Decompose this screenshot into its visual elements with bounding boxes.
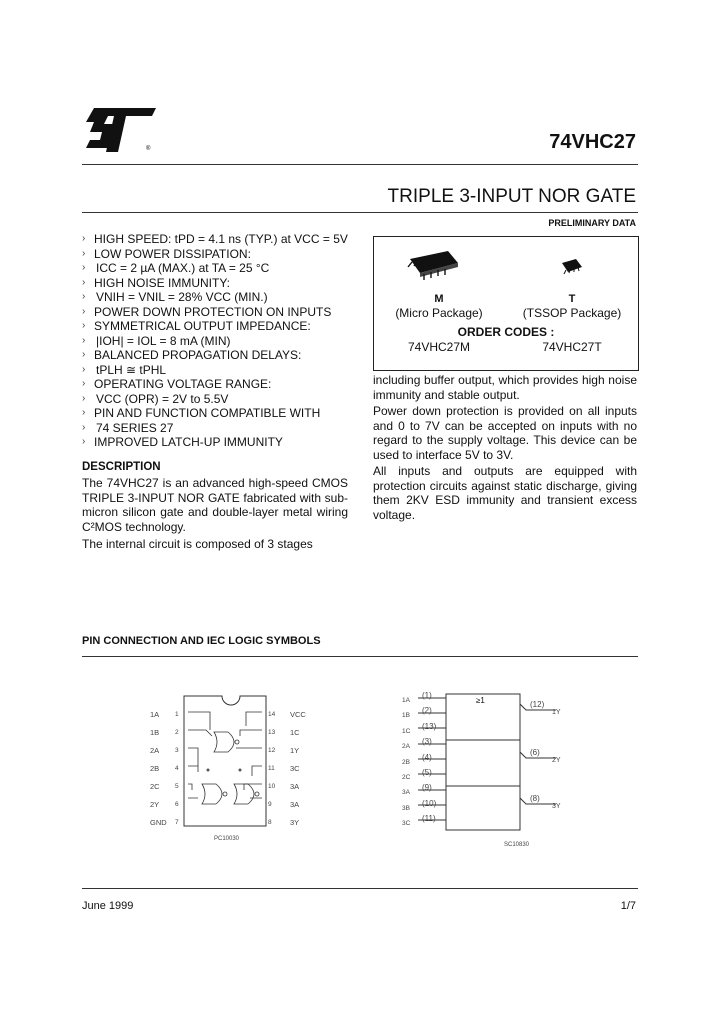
iec-input-label: 3A <box>402 789 410 797</box>
iec-input-label: 2B <box>402 758 410 766</box>
feature-item: › ICC = 2 µA (MAX.) at TA = 25 °C <box>82 261 362 276</box>
footer-date: June 1999 <box>82 900 134 912</box>
order-code-t: 74VHC27T <box>542 340 602 354</box>
feature-item: › OPERATING VOLTAGE RANGE: <box>82 377 362 392</box>
feature-item: › HIGH NOISE IMMUNITY: <box>82 276 362 291</box>
pin-number: 4 <box>175 765 179 772</box>
iec-pin-number: (11) <box>422 814 436 824</box>
iec-pin-number: (9) <box>422 783 432 793</box>
order-code-m: 74VHC27M <box>407 340 471 354</box>
pin-label: 3A <box>290 782 300 791</box>
t-letter: T <box>568 293 576 305</box>
iec-output-label: 1Y <box>552 709 561 716</box>
iec-pin-number: (10) <box>422 798 437 808</box>
header-rule <box>82 164 638 165</box>
description-left <box>82 476 348 553</box>
iec-symbol <box>400 686 580 856</box>
iec-input-label: 3C <box>402 820 411 828</box>
description-right <box>373 373 637 523</box>
iec-input-label: 1C <box>402 727 411 735</box>
dip-code-label: PC10030 <box>214 836 240 842</box>
iec-input-label: 2C <box>402 774 411 782</box>
iec-input-label: 1A <box>402 697 410 704</box>
package-box <box>373 236 639 371</box>
iec-function-symbol: ≥1 <box>476 696 485 705</box>
pin-label: GND <box>150 818 167 827</box>
iec-output-pin: (8) <box>530 794 540 803</box>
iec-output-pin: (12) <box>530 700 545 709</box>
iec-pin-number: (5) <box>422 768 432 778</box>
st-logo-icon <box>86 108 158 152</box>
iec-pin-number: (4) <box>422 752 432 762</box>
pin-label: 1Y <box>290 746 300 755</box>
iec-input-label: 1B <box>402 712 410 720</box>
feature-item: › LOW POWER DISSIPATION: <box>82 247 362 262</box>
pin-number: 1 <box>175 711 179 718</box>
pin-section-heading: PIN CONNECTION AND IEC LOGIC SYMBOLS <box>82 635 321 647</box>
pin-number: 9 <box>268 801 272 808</box>
so-package-icon <box>404 249 462 283</box>
dip-left-nums <box>175 706 179 832</box>
pin-number: 11 <box>268 765 275 772</box>
pin-section-rule <box>82 656 638 657</box>
preliminary-label: PRELIMINARY DATA <box>548 218 636 228</box>
feature-item: › VCC (OPR) = 2V to 5.5V <box>82 392 362 407</box>
description-heading: DESCRIPTION <box>82 461 161 473</box>
dip-right-nums <box>268 706 275 832</box>
pin-label: 3C <box>290 764 300 773</box>
iec-input-pins <box>422 688 436 827</box>
t-package-name: (TSSOP Package) <box>522 306 622 320</box>
feature-item: › IMPROVED LATCH-UP IMMUNITY <box>82 435 362 450</box>
feature-list <box>82 232 362 450</box>
description-p2: The internal circuit is composed of 3 stages <box>82 537 313 551</box>
iec-output-label: 3Y <box>552 803 561 810</box>
feature-item: › PIN AND FUNCTION COMPATIBLE WITH <box>82 406 362 421</box>
pin-number: 2 <box>175 729 179 736</box>
pin-number: 7 <box>175 819 179 826</box>
iec-input-label: 3B <box>402 804 410 812</box>
order-codes-title: ORDER CODES : <box>457 325 555 339</box>
tssop-package-icon <box>558 257 586 277</box>
pin-label: 3Y <box>290 818 300 827</box>
feature-item: › 74 SERIES 27 <box>82 421 362 436</box>
description-p5: All inputs and outputs are equipped with protection circuits against static discharge, giving them 2KV ESD immunity and transient excess voltage. <box>373 464 637 522</box>
feature-item: › SYMMETRICAL OUTPUT IMPEDANCE: <box>82 319 362 334</box>
iec-input-label: 2A <box>402 743 410 751</box>
m-package-name: (Micro Package) <box>395 306 483 320</box>
pin-number: 10 <box>268 783 276 790</box>
footer-page: 1/7 <box>620 900 636 912</box>
feature-item: › BALANCED PROPAGATION DELAYS: <box>82 348 362 363</box>
iec-output-pin: (6) <box>530 748 540 757</box>
st-logo <box>86 108 158 152</box>
title-rule <box>82 212 638 213</box>
description-p1: The 74VHC27 is an advanced high-speed CMOS TRIPLE 3-INPUT NOR GATE fabricated with sub-micron silicon gate and double-layer metal wiring C²MOS technology. <box>82 476 348 534</box>
pin-label: VCC <box>290 710 306 719</box>
pin-number: 3 <box>175 747 179 754</box>
iec-output-label: 2Y <box>552 757 561 764</box>
pin-number: 12 <box>268 747 276 754</box>
pin-number: 14 <box>268 711 276 718</box>
feature-item: › VNIH = VNIL = 28% VCC (MIN.) <box>82 290 362 305</box>
description-p4: Power down protection is provided on all inputs and 0 to 7V can be accepted on inputs with no regard to the supply voltage. This device can be used to interface 5V to 3V. <box>373 404 637 462</box>
iec-pin-number: (13) <box>422 721 437 731</box>
pin-number: 5 <box>175 783 179 790</box>
pin-label: 1C <box>290 728 300 737</box>
dip-right-labels <box>290 706 306 832</box>
dip-left-labels <box>150 706 167 832</box>
pin-number: 6 <box>175 801 179 808</box>
pin-number: 13 <box>268 729 276 736</box>
pin-label: 2A <box>150 746 160 755</box>
iec-pin-number: (3) <box>422 737 432 747</box>
feature-item: › POWER DOWN PROTECTION ON INPUTS <box>82 305 362 320</box>
pin-label: 1A <box>150 710 160 719</box>
iec-code-label: SC10830 <box>504 842 530 848</box>
description-p3: including buffer output, which provides high noise immunity and stable output. <box>373 373 637 402</box>
pin-label: 2B <box>150 764 160 773</box>
footer-rule <box>82 888 638 889</box>
page-title: TRIPLE 3-INPUT NOR GATE <box>387 186 636 207</box>
part-number: 74VHC27 <box>549 131 636 153</box>
pin-label: 3A <box>290 800 300 809</box>
pin-label: 2C <box>150 782 160 791</box>
feature-item: › |IOH| = IOL = 8 mA (MIN) <box>82 334 362 349</box>
feature-item: › tPLH ≅ tPHL <box>82 363 362 378</box>
feature-item: › HIGH SPEED: tPD = 4.1 ns (TYP.) at VCC = 5V <box>82 232 362 247</box>
svg-text:®: ® <box>146 146 151 152</box>
m-letter: M <box>434 293 444 305</box>
pin-label: 2Y <box>150 800 160 809</box>
iec-pin-number: (2) <box>422 706 432 716</box>
pin-number: 8 <box>268 819 272 826</box>
iec-pin-number: (1) <box>422 691 432 700</box>
iec-input-labels <box>402 693 410 832</box>
pin-label: 1B <box>150 728 160 737</box>
